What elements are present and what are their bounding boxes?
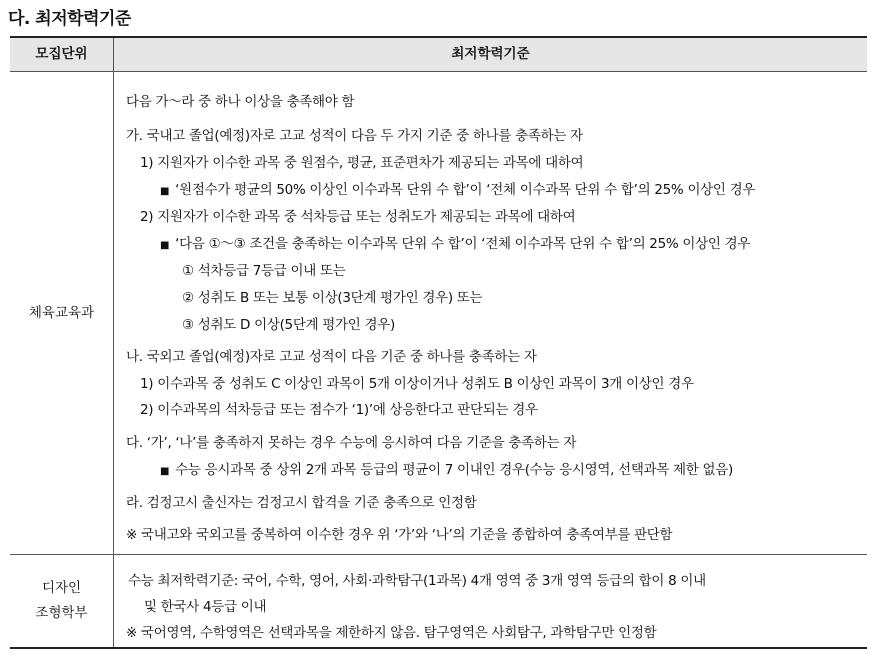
criteria-bullet: ■ 수능 응시과목 중 상위 2개 과목 등급의 평균이 7 이내인 경우(수능 응시영역, 선택과목 제한 없음): [160, 462, 733, 478]
unit-name: 조형학부: [35, 605, 88, 621]
criteria-bullet: ■ ‘원점수가 평균의 50% 이상인 이수과목 단위 수 합’이 ‘전체 이수과목 단위 수 합’의 25% 이상인 경우: [160, 182, 756, 198]
criteria-sub-1: 1) 이수과목 중 성취도 C 이상인 과목이 5개 이상이거나 성취도 B 이상인 과목이 3개 이상인 경우: [140, 376, 694, 392]
header-criteria: 최저학력기준: [451, 46, 530, 62]
criteria-condition-3: ③ 성취도 D 이상(5단계 평가인 경우): [182, 317, 395, 333]
criteria-sub-1: 1) 지원자가 이수한 과목 중 원점수, 평균, 표준편차가 제공되는 과목에 대하여: [140, 155, 584, 171]
criteria-item-ra: 라. 검정고시 출신자는 검정고시 합격을 기준 충족으로 인정함: [126, 495, 477, 511]
criteria-condition-2: ② 성취도 B 또는 보통 이상(3단계 평가인 경우) 또는: [182, 290, 483, 306]
criteria-condition-1: ① 석차등급 7등급 이내 또는: [182, 263, 346, 279]
square-bullet-icon: ■: [160, 466, 170, 477]
criteria-sub-2: 2) 이수과목의 석차등급 또는 점수가 ‘1)’에 상응한다고 판단되는 경우: [140, 402, 538, 418]
criteria-csat: 수능 최저학력기준: 국어, 수학, 영어, 사회·과학탐구(1과목) 4개 영역 중 3개 영역 등급의 합이 8 이내: [128, 573, 706, 589]
unit-name: 체육교육과: [28, 305, 95, 321]
square-bullet-icon: ■: [160, 240, 170, 251]
criteria-sub-2: 2) 지원자가 이수한 과목 중 석차등급 또는 성취도가 제공되는 과목에 대하여: [140, 209, 576, 225]
criteria-note: ※ 국어영역, 수학영역은 선택과목을 제한하지 않음. 탐구영역은 사회탐구, 과학탐구만 인정함: [126, 625, 657, 641]
table-header-row: [10, 38, 867, 72]
header-unit: 모집단위: [35, 46, 88, 62]
square-bullet-icon: ■: [160, 186, 170, 197]
criteria-intro: 다음 가～라 중 하나 이상을 충족해야 함: [126, 94, 355, 110]
criteria-item-da: 다. ‘가’, ‘나’를 충족하지 못하는 경우 수능에 응시하여 다음 기준을 충족하는 자: [126, 435, 577, 451]
criteria-note: ※ 국내고와 국외고를 중복하여 이수한 경우 위 ‘가’와 ‘나’의 기준을 종합하여 충족여부를 판단함: [126, 527, 673, 543]
criteria-item-na: 나. 국외고 졸업(예정)자로 고교 성적이 다음 기준 중 하나를 충족하는 자: [126, 349, 537, 365]
unit-cell-design: [10, 576, 113, 626]
section-title: 다. 최저학력기준: [8, 9, 131, 29]
row-divider: [10, 554, 867, 555]
unit-name: 디자인: [41, 580, 82, 596]
criteria-bullet: ■ ‘다음 ①～③ 조건을 충족하는 이수과목 단위 수 합’이 ‘전체 이수과목 단위 수 합’의 25% 이상인 경우: [160, 236, 751, 252]
column-divider: [113, 38, 114, 647]
criteria-item-ga: 가. 국내고 졸업(예정)자로 고교 성적이 다음 두 가지 기준 중 하나를 충족하는 자: [126, 128, 583, 144]
criteria-csat-cont: 및 한국사 4등급 이내: [144, 599, 267, 615]
criteria-table: [10, 36, 867, 649]
unit-cell-pe: [10, 301, 113, 326]
